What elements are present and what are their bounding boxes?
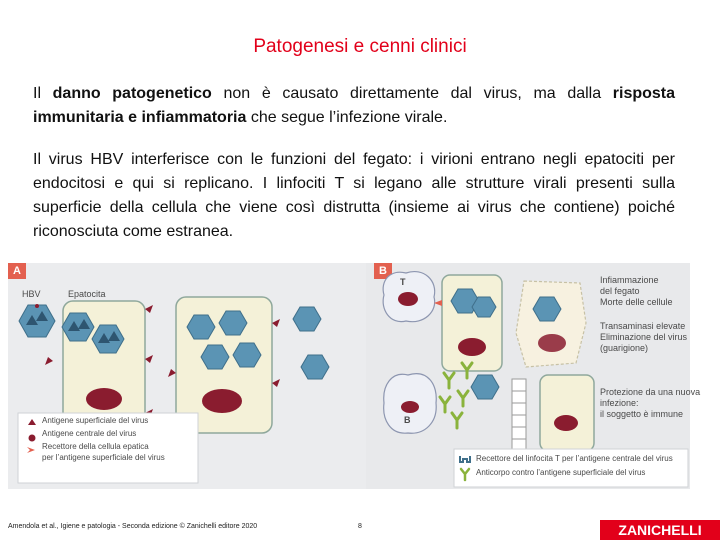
publisher-logo: ZANICHELLI	[600, 520, 720, 540]
b-lymphocyte-nucleus	[401, 401, 419, 413]
infected-hepatocyte-nucleus	[202, 389, 242, 413]
released-virion	[301, 355, 329, 379]
figure-panel-b	[366, 263, 701, 489]
free-hbv-virus	[19, 304, 55, 337]
legend-core-antigen: Antigene centrale del virus	[42, 429, 137, 438]
neutralised-virion	[471, 375, 499, 399]
healthy-hepatocyte	[540, 375, 594, 451]
note-infection: infezione:	[600, 398, 639, 408]
core-antigen-icon	[29, 435, 36, 442]
antigen-marker	[168, 369, 176, 377]
figure-panel-a	[8, 263, 363, 489]
paragraph1-text-3: che segue l’infezione virale.	[246, 109, 448, 126]
paragraph1-bold-2: risposta immunitaria e infiammatoria	[33, 85, 676, 126]
antigen-marker	[272, 379, 280, 387]
slide-title: Patogenesi e cenni clinici	[253, 36, 467, 57]
note-inflammation: Infiammazione	[600, 275, 659, 285]
legend-t-receptor: Recettore del linfocita T per l’antigene centrale del virus	[476, 454, 673, 463]
hbv-label: HBV	[22, 289, 41, 299]
panel-b-tag: B	[374, 263, 392, 279]
paragraph-pathogenesis	[33, 82, 675, 130]
antibodies	[440, 363, 472, 428]
legend-antibody: Anticorpo contro l’antigene superficiale del virus	[476, 468, 646, 477]
hepatocyte-label: Epatocita	[68, 289, 106, 299]
panel-a-tag: A	[8, 263, 26, 279]
page-number: 8	[358, 523, 362, 530]
dying-hepatocyte	[516, 281, 586, 367]
note-healing: (guarigione)	[600, 343, 649, 353]
cell-receptor	[145, 355, 153, 363]
cell-receptor	[45, 357, 53, 365]
legend-receptor: Recettore della cellula epatica	[42, 442, 149, 451]
paragraph1-bold-1: danno patogenetico	[52, 85, 212, 102]
hbv-figure	[8, 263, 701, 489]
dying-cell-nucleus	[538, 334, 566, 352]
footer-credit: Amendola et al., Igiene e patologia - Seconda edizione © Zanichelli editore 2020	[8, 523, 258, 530]
t-lymphocyte-nucleus	[398, 292, 418, 306]
note-protection: Protezione da una nuova	[600, 387, 701, 397]
legend-receptor-line2: per l’antigene superficiale del virus	[42, 453, 165, 462]
paragraph-hbv-mechanism: Il virus HBV interferisce con le funzioni del fegato: i virioni entrano negli epatociti per endocitosi e qui si replicano. I linfociti T si legano alle strutture virali presenti sulla superficie della cellula che viene così distrutta (insieme ai virus che contiene) poiché riconosciuta come estranea.	[33, 151, 675, 240]
note-transaminases: Transaminasi elevate	[600, 321, 686, 331]
antigen-marker	[272, 319, 280, 327]
released-virion	[293, 307, 321, 331]
note-immune: il soggetto è immune	[600, 409, 684, 419]
note-liver: del fegato	[600, 286, 640, 296]
paragraph1-text-2: non è causato direttamente dal virus, ma dalla	[211, 85, 613, 102]
b-cell-label: B	[404, 415, 411, 425]
t-cell-label: T	[400, 277, 406, 287]
legend-surface-antigen: Antigene superficiale del virus	[42, 416, 149, 425]
slide-footer	[0, 514, 720, 540]
note-cell-death: Morte delle cellule	[600, 297, 673, 307]
hepatocyte-nucleus	[86, 388, 122, 410]
cell-receptor	[145, 305, 153, 313]
note-virus-elimination: Eliminazione del virus	[600, 332, 688, 342]
target-nucleus	[458, 338, 486, 356]
paragraph1-text-1: Il	[33, 85, 53, 102]
